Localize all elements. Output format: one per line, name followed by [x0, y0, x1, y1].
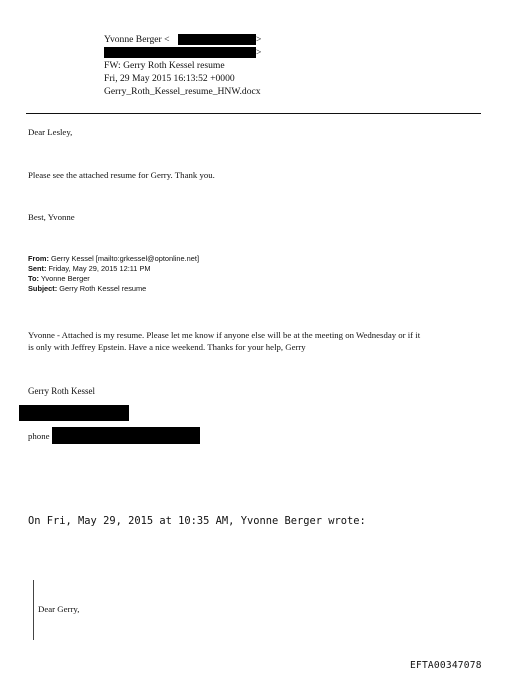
- redaction-phone-number: [52, 427, 200, 444]
- fwd-subject-label: Subject:: [28, 284, 58, 293]
- fwd-to-label: To:: [28, 274, 39, 283]
- from-close-bracket: >: [256, 34, 262, 45]
- fwd-message-line1: Yvonne - Attached is my resume. Please let me know if anyone else will be at the meeting on Wednesday or if it: [28, 330, 421, 340]
- attachments-value[interactable]: Gerry_Roth_Kessel_resume_HNW.docx: [104, 86, 261, 97]
- fwd-to-value: Yvonne Berger: [40, 274, 90, 283]
- fwd-sent-label: Sent:: [28, 264, 47, 273]
- fwd-from-value[interactable]: Gerry Kessel [mailto:grkessel@optonline.net]: [51, 254, 200, 263]
- message-text: Please see the attached resume for Gerry. Thank you.: [28, 170, 215, 180]
- quote-bar: [33, 580, 34, 640]
- fwd-to-row: [28, 274, 199, 284]
- date-value: Fri, 29 May 2015 16:13:52 +0000: [104, 73, 235, 84]
- fwd-message-line2: is only with Jeffrey Epstein. Have a nice weekend. Thanks for your help, Gerry: [28, 342, 306, 352]
- signoff: Best, Yvonne: [28, 212, 75, 222]
- quoted-greeting: Dear Gerry,: [38, 604, 80, 614]
- signature-name: Gerry Roth Kessel: [28, 386, 95, 396]
- fwd-sent-row: [28, 264, 199, 274]
- header-divider: [26, 113, 481, 114]
- fwd-from-label: From:: [28, 254, 49, 263]
- from-value: Yvonne Berger <: [104, 34, 170, 45]
- redaction-from-email: [178, 34, 256, 45]
- fwd-sent-value: Friday, May 29, 2015 12:11 PM: [48, 264, 151, 273]
- fwd-subject-value: Gerry Roth Kessel resume: [59, 284, 147, 293]
- to-close-bracket: >: [256, 47, 262, 58]
- forwarded-header: [28, 254, 199, 294]
- quoted-wrote-line: On Fri, May 29, 2015 at 10:35 AM, Yvonne Berger wrote:: [28, 515, 366, 527]
- redaction-to-address: [104, 47, 256, 58]
- greeting: Dear Lesley,: [28, 127, 73, 137]
- subject-value: FW: Gerry Roth Kessel resume: [104, 60, 225, 71]
- redaction-signature-line: [19, 405, 129, 421]
- phone-label: phone: [28, 431, 50, 441]
- bates-number: EFTA00347078: [410, 660, 482, 671]
- fwd-subject-row: [28, 284, 199, 294]
- fwd-from-row: [28, 254, 199, 264]
